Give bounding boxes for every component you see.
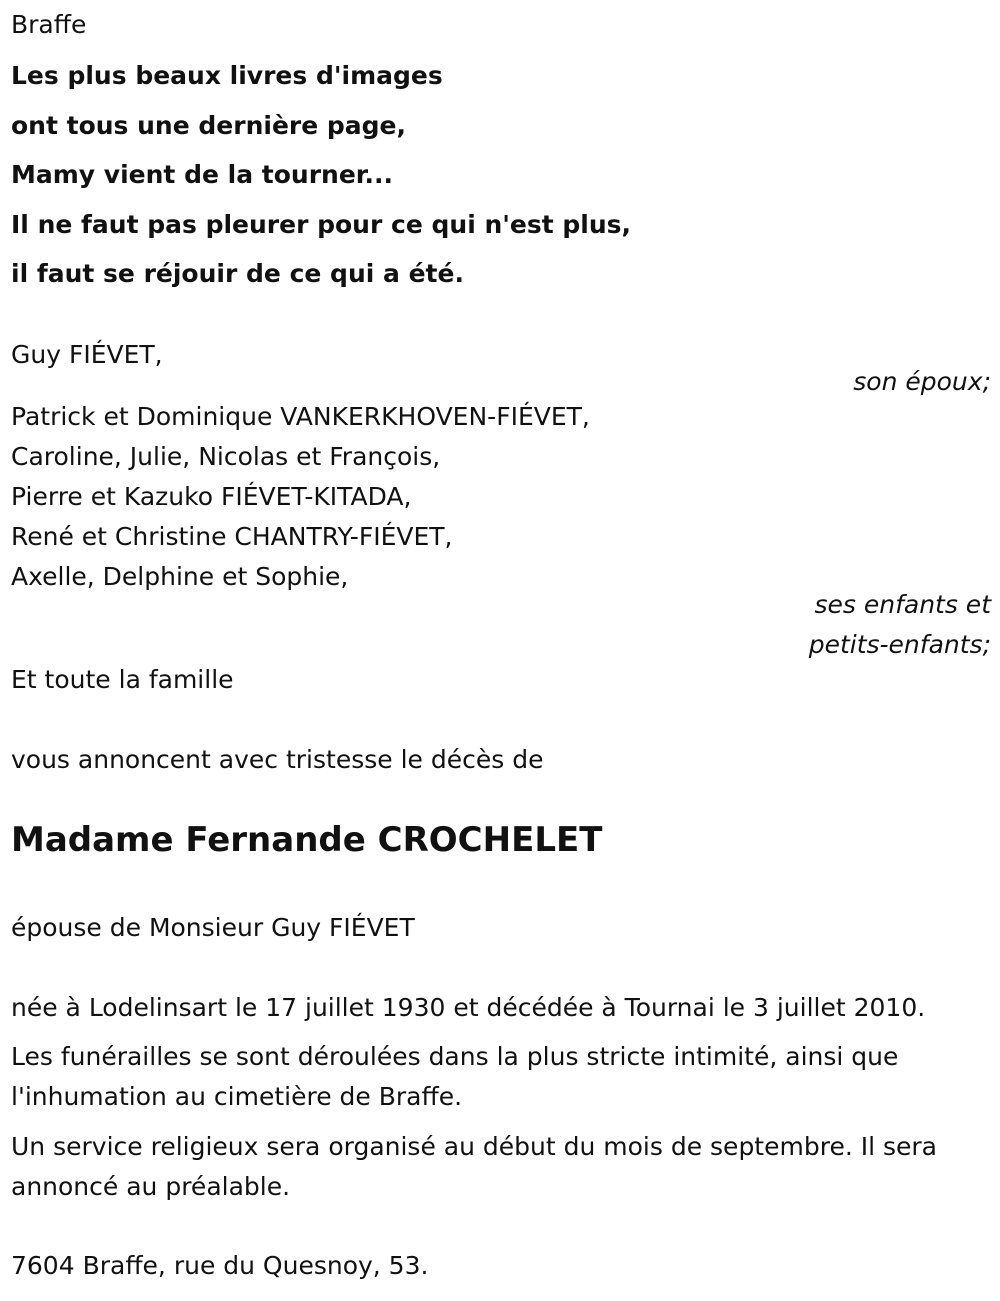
children-role <box>11 585 991 665</box>
child-line-4: René et Christine CHANTRY-FIÉVET, <box>11 522 453 551</box>
child-line-5: Axelle, Delphine et Sophie, <box>11 562 349 591</box>
poem-line-2: ont tous une dernière page, <box>11 110 406 140</box>
birth-death-dates: née à Lodelinsart le 17 juillet 1930 et décédée à Tournai le 3 juillet 2010. <box>11 993 926 1022</box>
poem <box>11 51 631 299</box>
child-line-3: Pierre et Kazuko FIÉVET-KITADA, <box>11 482 412 511</box>
children-role-line-1: ses enfants et <box>814 590 991 619</box>
location-heading: Braffe <box>11 10 87 39</box>
children-role-line-2: petits-enfants; <box>808 630 991 659</box>
children-list <box>11 397 590 597</box>
spouse-of: épouse de Monsieur Guy FIÉVET <box>11 913 415 942</box>
announcement-intro: vous annoncent avec tristesse le décès de <box>11 745 544 774</box>
spouse-name: Guy FIÉVET, <box>11 340 163 369</box>
funeral-paragraph: Les funérailles se sont déroulées dans la plus stricte intimité, ainsi que l'inhumation au cimetière de Braffe. <box>11 1042 899 1111</box>
rest-of-family: Et toute la famille <box>11 665 234 694</box>
address: 7604 Braffe, rue du Quesnoy, 53. <box>11 1251 429 1280</box>
deceased-name: Madame Fernande CROCHELET <box>11 820 603 860</box>
poem-line-3: Mamy vient de la tourner... <box>11 160 394 189</box>
poem-line-4: Il ne faut pas pleurer pour ce qui n'est plus, <box>11 209 632 239</box>
child-line-1: Patrick et Dominique VANKERKHOVEN-FIÉVET, <box>11 402 590 431</box>
poem-line-1: Les plus beaux livres d'images <box>11 61 443 90</box>
spouse-role: son époux; <box>853 367 991 396</box>
poem-line-5: il faut se réjouir de ce qui a été. <box>11 259 464 288</box>
child-line-2: Caroline, Julie, Nicolas et François, <box>11 442 441 471</box>
service-paragraph: Un service religieux sera organisé au début du mois de septembre. Il sera annoncé au préalable. <box>11 1132 937 1201</box>
